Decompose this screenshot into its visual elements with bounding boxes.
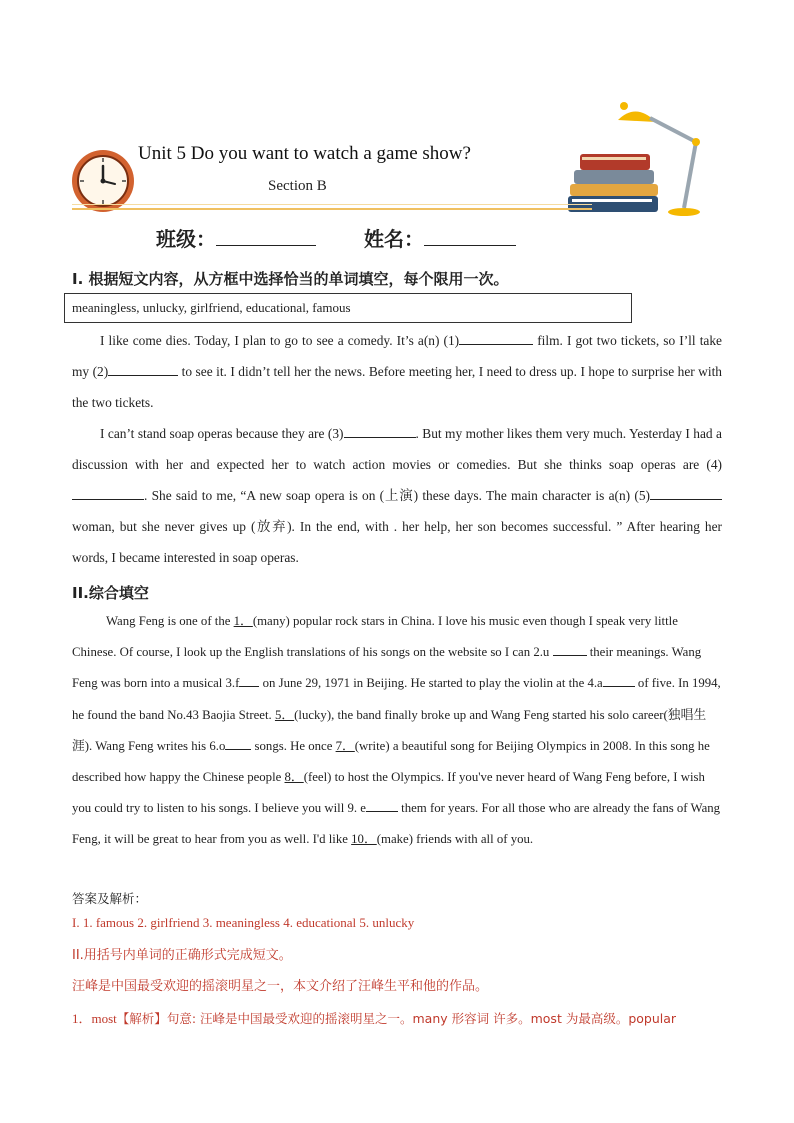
blank-2[interactable] — [108, 363, 178, 376]
header-rule-thin — [72, 204, 592, 205]
blank-3[interactable] — [344, 425, 416, 438]
passage1-paragraph2: I can’t stand soap operas because they are (3) . But my mother likes them very much. Yesterday I had a discussion with her and expected her to watch action movies or comedies. But she thinks soap operas are (4). She said to me, “A new soap opera is on (上演) these days. The main character is a(n) (5) woman, but she never gives up (放弃). In the end, with . her help, her son becomes successful. ” After hearing her words, I became interested in soap operas. — [72, 426, 722, 565]
cloze-blank-4[interactable] — [603, 674, 635, 687]
cloze-blank-2[interactable] — [553, 643, 587, 656]
blank-1[interactable] — [459, 332, 533, 345]
section1-passage — [72, 325, 722, 573]
class-label: 班级： — [156, 227, 216, 251]
name-blank[interactable] — [424, 227, 516, 246]
answers-heading: 答案及解析： — [72, 891, 148, 906]
answer-1-value: 1．most — [72, 1011, 117, 1026]
passage2-paragraph: Wang Feng is one of the 1．(many) popular rock stars in China. I love his music even though I speak very little Chinese. Of course, I look up the English translations of his songs on the website so I can 2.u their meanings. Wang Feng was born into a musical 3.f on June 29, 1971 in Beijing. He started to play the violin at the 4.a of five. In 1994, he found the band No.43 Baojia Street. 5．(lucky), the band finally broke up and Wang Feng started his solo career(独唱生涯). Wang Feng writes his 6.o songs. He once 7．(write) a beautiful song for Beijing Olympics in 2008. In this song he described how happy the Chinese people 8．(feel) to host the Olympics. If you've never heard of Wang Feng before, I wish you could try to listen to his songs. I believe you will 9. e them for years. For all those who are already the fans of Wang Feng, it will be great to hear from you as well. I'd like 10．(make) friends with all of you. — [72, 614, 721, 847]
answers-line4 — [72, 1008, 724, 1027]
answer-1-analysis: 句意: 汪峰是中国最受欢迎的摇滚明星之一。many 形容词 许多。most 为最高级。popular — [166, 1011, 677, 1026]
cloze-number-1: 1． — [233, 614, 253, 628]
books-lamp-illustration — [566, 98, 714, 220]
name-field — [364, 223, 516, 252]
blank-4[interactable] — [72, 487, 144, 500]
answers-line3: 汪峰是中国最受欢迎的摇滚明星之一，本文介绍了汪峰生平和他的作品。 — [72, 979, 489, 994]
cloze-blank-9[interactable] — [366, 799, 398, 812]
answers-line2: II.用括号内单词的正确形式完成短文。 — [72, 948, 292, 963]
cloze-blank-3[interactable] — [239, 674, 259, 687]
class-blank[interactable] — [216, 227, 316, 246]
header-rule — [72, 208, 592, 210]
cloze-number-10: 10． — [351, 832, 377, 847]
class-field — [156, 223, 316, 252]
cloze-number-7: 7． — [335, 738, 355, 753]
page-subtitle: Section B — [268, 178, 327, 194]
cloze-number-5: 5． — [274, 707, 295, 722]
answer-1-analysis-tag: 【解析】 — [116, 1011, 167, 1026]
page-title: Unit 5 Do you want to watch a game show? — [138, 143, 471, 164]
blank-5[interactable] — [650, 487, 722, 500]
section2-heading: II.综合填空 — [72, 584, 149, 602]
section2-passage — [72, 606, 724, 856]
word-box: meaningless, unlucky, girlfriend, educational, famous — [64, 293, 632, 323]
passage1-paragraph1: I like come dies. Today, I plan to go to see a comedy. It’s a(n) (1) film. I got two tickets, so I’ll take my (2) to see it. I didn’t tell her the news. Before meeting her, I need to dress up. I hope to surprise her with the two tickets. — [72, 333, 722, 410]
section1-heading: I. 根据短文内容，从方框中选择恰当的单词填空，每个限用一次。 — [72, 270, 509, 288]
cloze-blank-6[interactable] — [225, 737, 251, 750]
name-label: 姓名： — [364, 227, 424, 251]
answers-line1: I. 1. famous 2. girlfriend 3. meaningless 4. educational 5. unlucky — [72, 915, 415, 930]
cloze-number-8: 8． — [284, 770, 304, 785]
